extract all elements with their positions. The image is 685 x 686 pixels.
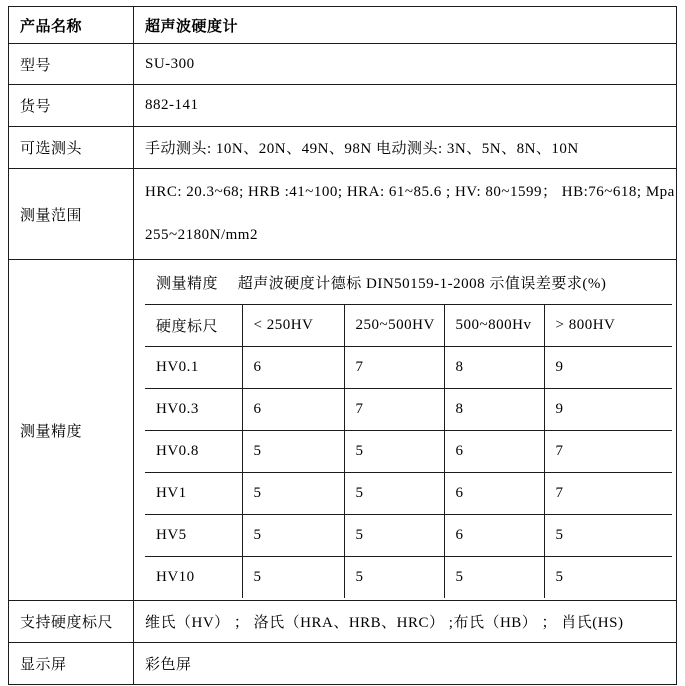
precision-data-row — [145, 430, 672, 472]
scales-value: 维氏（HV） ； 洛氏（HRA、HRB、HRC） ;布氏（HB） ； 肖氏(HS) — [134, 601, 677, 643]
scale-name: HV0.3 — [145, 388, 242, 430]
range-line-2: 255~2180N/mm2 — [145, 227, 258, 243]
value-cell: 5 — [544, 514, 672, 556]
table-row-range — [9, 169, 677, 260]
precision-data-row — [145, 472, 672, 514]
table-row-precision — [9, 260, 677, 601]
value-cell: 6 — [444, 430, 544, 472]
scale-name: HV0.8 — [145, 430, 242, 472]
precision-table-cell — [134, 260, 677, 601]
table-row-product — [9, 7, 677, 44]
value-cell: 5 — [242, 556, 344, 598]
product-spec-table — [8, 6, 677, 685]
product-name-value: 超声波硬度计 — [134, 7, 677, 44]
value-cell: 5 — [344, 514, 444, 556]
value-cell: 9 — [544, 346, 672, 388]
probes-value: 手动测头: 10N、20N、49N、98N 电动测头: 3N、5N、8N、10N — [134, 127, 677, 169]
scale-name: HV1 — [145, 472, 242, 514]
value-cell: 7 — [344, 388, 444, 430]
precision-data-row — [145, 388, 672, 430]
table-row-scales — [9, 601, 677, 643]
precision-header-500-800: 500~800Hv — [444, 304, 544, 346]
value-cell: 5 — [344, 430, 444, 472]
table-row-display — [9, 643, 677, 685]
scale-name: HV5 — [145, 514, 242, 556]
value-cell: 5 — [242, 430, 344, 472]
precision-data-row — [145, 514, 672, 556]
precision-title: 测量精度 超声波硬度计德标 DIN50159-1-2008 示值误差要求(%) — [145, 262, 672, 304]
scale-name: HV10 — [145, 556, 242, 598]
value-cell: 5 — [242, 472, 344, 514]
precision-table — [145, 262, 672, 598]
display-value: 彩色屏 — [134, 643, 677, 685]
precision-header-gt800: > 800HV — [544, 304, 672, 346]
table-row-probes — [9, 127, 677, 169]
model-label: 型号 — [9, 44, 134, 85]
value-cell: 6 — [242, 346, 344, 388]
value-cell: 9 — [544, 388, 672, 430]
value-cell: 5 — [242, 514, 344, 556]
value-cell: 8 — [444, 346, 544, 388]
precision-data-row — [145, 556, 672, 598]
value-cell: 6 — [444, 514, 544, 556]
product-name-label: 产品名称 — [9, 7, 134, 44]
value-cell: 5 — [344, 556, 444, 598]
display-label: 显示屏 — [9, 643, 134, 685]
item-no-label: 货号 — [9, 85, 134, 127]
precision-data-row — [145, 346, 672, 388]
value-cell: 7 — [544, 430, 672, 472]
value-cell: 6 — [444, 472, 544, 514]
range-label: 测量范围 — [9, 169, 134, 260]
scales-label: 支持硬度标尺 — [9, 601, 134, 643]
precision-header-row — [145, 304, 672, 346]
value-cell: 5 — [344, 472, 444, 514]
precision-header-lt250: < 250HV — [242, 304, 344, 346]
table-row-model — [9, 44, 677, 85]
model-value: SU-300 — [134, 44, 677, 85]
value-cell: 7 — [544, 472, 672, 514]
precision-label: 测量精度 — [9, 260, 134, 601]
value-cell: 5 — [544, 556, 672, 598]
range-line-1: HRC: 20.3~68; HRB :41~100; HRA: 61~85.6 ; HV: 80~1599； HB:76~618; Mpa — [145, 184, 675, 200]
item-no-value: 882-141 — [134, 85, 677, 127]
precision-title-row — [145, 262, 672, 304]
precision-header-scale: 硬度标尺 — [145, 304, 242, 346]
value-cell: 8 — [444, 388, 544, 430]
value-cell: 7 — [344, 346, 444, 388]
scale-name: HV0.1 — [145, 346, 242, 388]
probes-label: 可选测头 — [9, 127, 134, 169]
precision-header-250-500: 250~500HV — [344, 304, 444, 346]
value-cell: 5 — [444, 556, 544, 598]
table-row-item-no — [9, 85, 677, 127]
range-value — [134, 169, 677, 260]
value-cell: 6 — [242, 388, 344, 430]
